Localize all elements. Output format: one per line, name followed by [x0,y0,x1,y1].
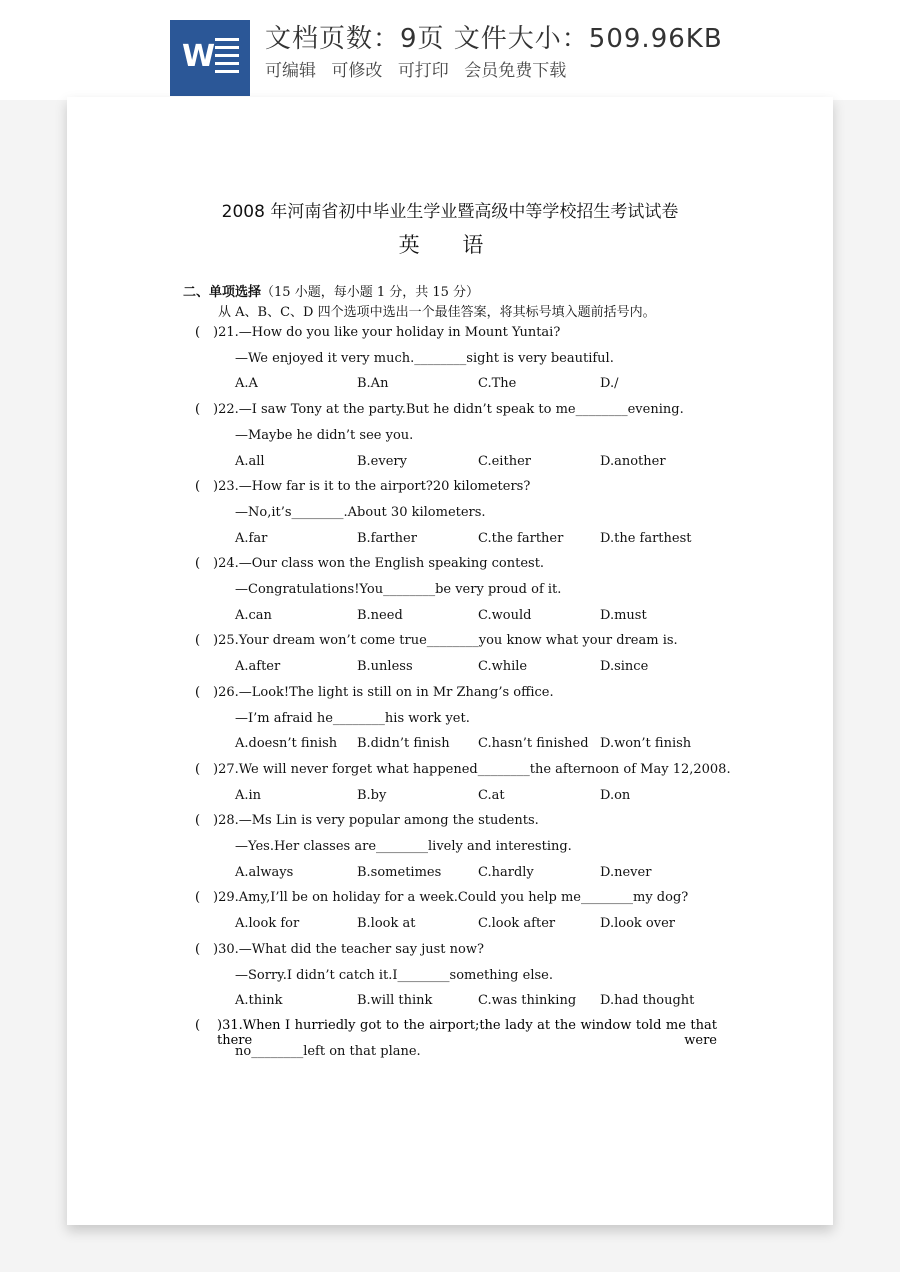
answer-option: D.the farthest [600,530,692,546]
answer-option: A.always [235,864,294,880]
action-printable: 可打印 [397,61,449,81]
document-header [0,0,900,100]
word-icon-letter: W [182,39,216,74]
answer-paren: ( [195,556,201,572]
question-stem: )21.—How do you like your holiday in Mount Yuntai? [213,325,561,340]
question-line: —Yes.Her classes are________lively and interesting. [235,839,572,854]
answer-paren: ( [195,402,201,418]
answer-option: C.was thinking [478,993,577,1009]
exam-title: 2008 年河南省初中毕业生学业暨高级中等学校招生考试试卷 [221,202,679,222]
answer-option: D.another [600,453,666,469]
question-stem: )30.—What did the teacher say just now? [213,941,484,957]
question-stem: )27.We will never forget what happened________the afternoon of May 12,2008. [213,761,731,777]
answer-option: D.look over [600,916,675,932]
answer-option: A.think [235,993,283,1009]
question-line: —Maybe he didn’t see you. [235,427,414,443]
question-stem: )25.Your dream won’t come true________you know what your dream is. [213,633,678,649]
answer-paren: ( [195,813,201,829]
question-stem: )24.—Our class won the English speaking contest. [213,556,545,572]
answer-option: A.look for [235,916,300,932]
answer-option: B.didn’t finish [357,736,450,752]
answer-paren: ( [195,890,201,906]
section-title: 二、单项选择 [183,285,262,300]
answer-option: C.the farther [478,530,564,546]
answer-paren: ( [195,941,201,957]
answer-option: D.since [600,659,649,675]
section-heading [183,281,479,300]
answer-option: A.after [235,659,281,675]
answer-option: D.must [600,607,647,623]
answer-paren: ( [195,325,201,340]
answer-paren: ( [195,684,201,700]
answer-option: B.every [357,453,407,469]
answer-paren: ( [195,1018,201,1033]
question-stem: )29.Amy,I’ll be on holiday for a week.Could you help me________my dog? [213,890,689,906]
question-line: —Congratulations!You________be very proud of it. [235,582,562,597]
section-instruction: 从 A、B、C、D 四个选项中选出一个最佳答案，将其标号填入题前括号内。 [218,305,656,320]
answer-option: A.A [235,376,258,392]
answer-option: A.all [235,453,265,469]
answer-paren: ( [195,479,201,495]
answer-option: B.sometimes [357,864,442,880]
question-line: —We enjoyed it very much.________sight is very beautiful. [235,350,614,366]
answer-option: B.by [357,787,387,803]
answer-option: A.far [235,530,268,546]
answer-option: B.look at [357,916,416,932]
answer-paren: ( [195,761,201,777]
answer-option: B.farther [357,530,417,546]
question-stem: )22.—I saw Tony at the party.But he didn’t speak to me________evening. [213,402,684,418]
question-stem: )28.—Ms Lin is very popular among the students. [213,813,539,829]
answer-option: A.in [235,787,262,803]
action-editable: 可编辑 [265,61,316,81]
answer-option: B.will think [357,993,433,1009]
question-line: —Sorry.I didn’t catch it.I________something else. [235,967,553,983]
answer-option: B.need [357,607,403,623]
answer-option: C.hasn’t finished [478,736,589,752]
answer-option: C.at [478,787,505,803]
answer-option: B.An [357,376,389,392]
question-stem: )26.—Look!The light is still on in Mr Zhang’s office. [213,684,554,700]
question-line: —I’m afraid he________his work yet. [235,710,470,726]
question-line: —No,it’s________.About 30 kilometers. [235,504,486,520]
answer-option: B.unless [357,659,413,675]
answer-option: D.on [600,787,631,803]
answer-option: D./ [600,376,619,392]
answer-option: C.The [478,376,517,392]
answer-option: D.won’t finish [600,736,692,752]
answer-option: A.doesn’t finish [235,736,338,752]
action-labels [265,56,576,81]
answer-option: C.would [478,607,532,623]
answer-option: C.while [478,659,528,675]
document-page [67,97,833,1225]
question-stem: )23.—How far is it to the airport?20 kilometers? [213,479,531,495]
action-modifiable: 可修改 [331,61,383,81]
section-note: （15 小题，每小题 1 分，共 15 分） [261,285,480,300]
action-member-download: 会员免费下载 [464,61,567,81]
word-document-icon [170,20,250,96]
answer-option: A.can [235,607,272,623]
answer-option: D.never [600,864,652,880]
question-31-text: )31.When I hurriedly got to the airport;the lady at the window told me that there were [217,1018,717,1048]
answer-paren: ( [195,633,201,649]
answer-option: D.had thought [600,993,695,1009]
answer-option: C.hardly [478,864,534,880]
question-31-line2: no________left on that plane. [235,1044,421,1059]
answer-option: C.either [478,453,531,469]
exam-subject: 英 语 [398,233,502,257]
answer-option: C.look after [478,916,556,932]
file-info: 文档页数：9页 文件大小：509.96KB [265,24,723,54]
